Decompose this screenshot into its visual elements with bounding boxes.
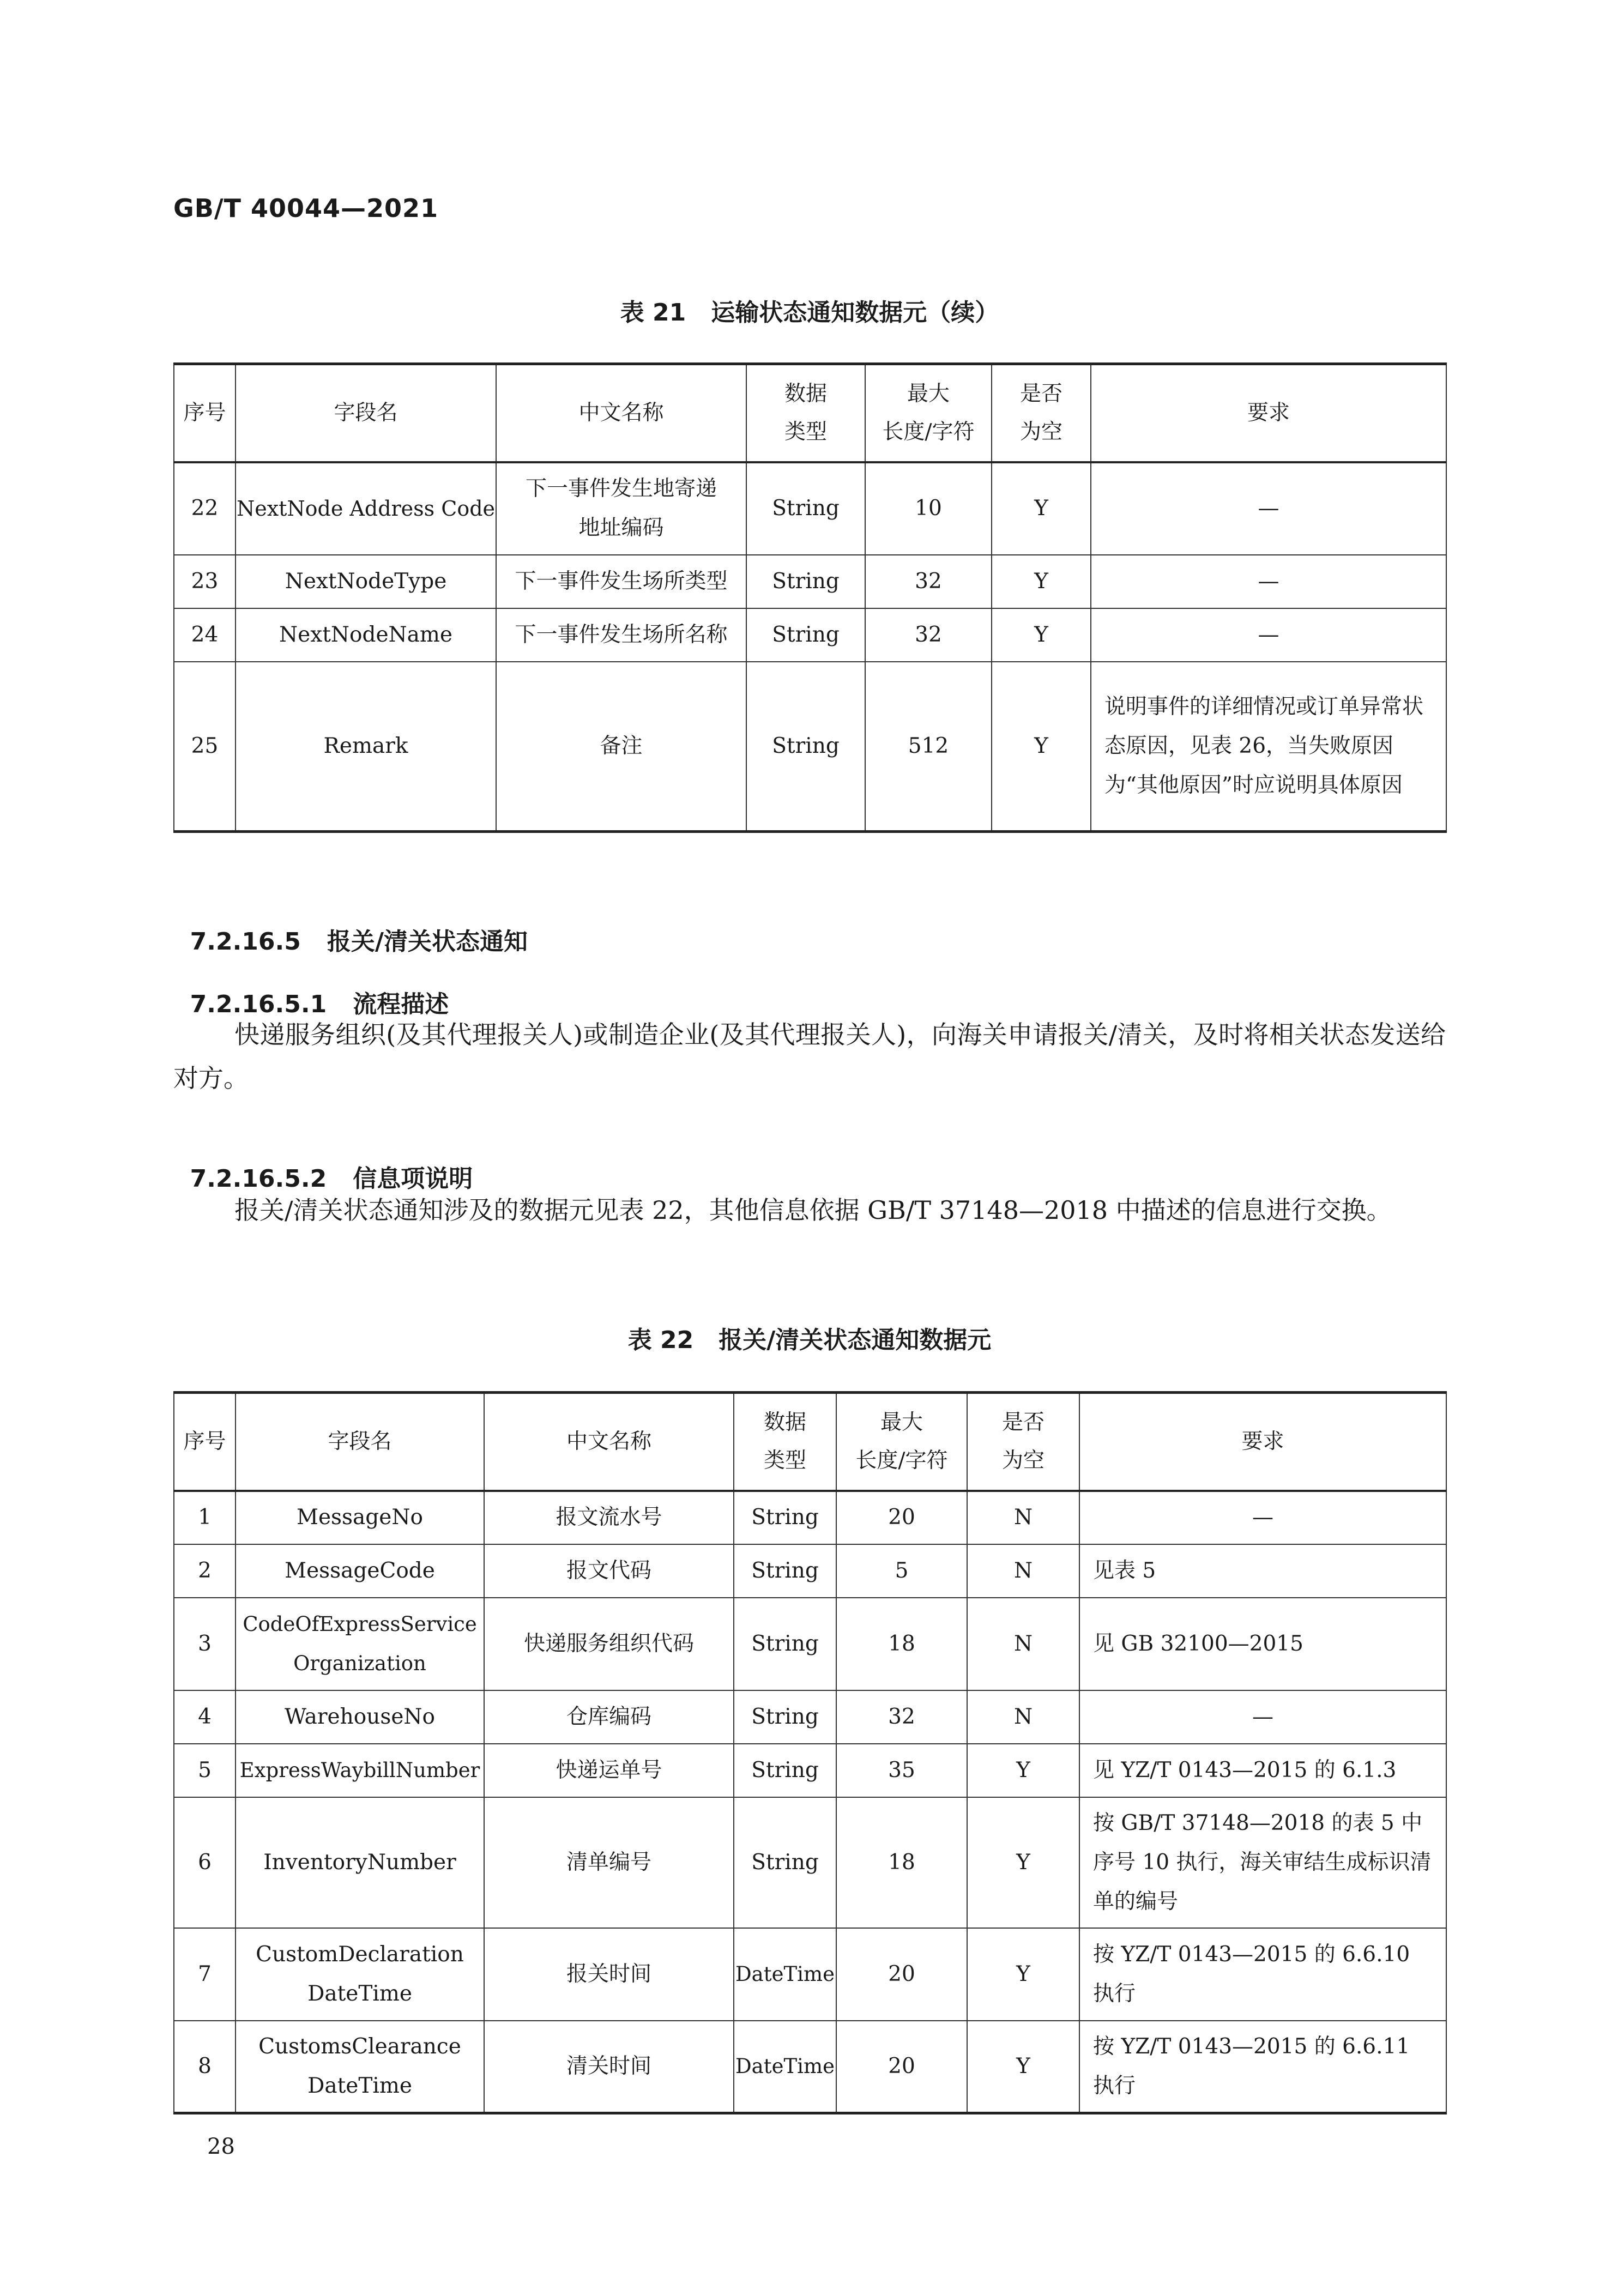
column-header: 数据 类型 bbox=[746, 364, 865, 462]
cell-type: String bbox=[734, 1797, 836, 1928]
section-title: 报关/清关状态通知 bbox=[327, 928, 528, 956]
cell-cn-name: 清关时间 bbox=[484, 2021, 734, 2113]
table-21 bbox=[173, 362, 1447, 833]
page-number: 28 bbox=[207, 2134, 235, 2159]
cell-cn-name: 下一事件发生地寄递 地址编码 bbox=[496, 462, 746, 555]
section-number: 7.2.16.5.1 bbox=[190, 990, 327, 1018]
cell-requirement: — bbox=[1091, 462, 1446, 555]
cell-maxlen: 20 bbox=[836, 2021, 967, 2113]
cell-cn-name: 报文流水号 bbox=[484, 1491, 734, 1544]
cell-maxlen: 18 bbox=[836, 1797, 967, 1928]
cell-type: DateTime bbox=[734, 2021, 836, 2113]
section-number: 7.2.16.5 bbox=[190, 928, 301, 956]
cell-nullable: Y bbox=[992, 555, 1091, 608]
cell-requirement: 见表 5 bbox=[1079, 1544, 1446, 1598]
table-22-header-row bbox=[174, 1393, 1446, 1491]
table-row bbox=[174, 1598, 1446, 1690]
cell-seq: 3 bbox=[174, 1598, 236, 1690]
cell-requirement: 按 YZ/T 0143—2015 的 6.6.10 执行 bbox=[1079, 1928, 1446, 2021]
column-header: 中文名称 bbox=[496, 364, 746, 462]
table-row bbox=[174, 462, 1446, 555]
column-header: 中文名称 bbox=[484, 1393, 734, 1491]
table-row bbox=[174, 1491, 1446, 1544]
cell-seq: 6 bbox=[174, 1797, 236, 1928]
cell-nullable: N bbox=[967, 1690, 1079, 1744]
cell-nullable: Y bbox=[992, 662, 1091, 832]
column-header: 要求 bbox=[1079, 1393, 1446, 1491]
cell-nullable: Y bbox=[967, 1928, 1079, 2021]
cell-seq: 1 bbox=[174, 1491, 236, 1544]
cell-field: InventoryNumber bbox=[236, 1797, 484, 1928]
cell-type: String bbox=[746, 662, 865, 832]
section-title: 信息项说明 bbox=[353, 1165, 473, 1193]
cell-field: NextNode Address Code bbox=[236, 462, 496, 555]
table-row bbox=[174, 1928, 1446, 2021]
cell-requirement: — bbox=[1079, 1690, 1446, 1744]
cell-field: MessageCode bbox=[236, 1544, 484, 1598]
section-7-2-16-5-1-heading bbox=[173, 957, 449, 1019]
section-7-2-16-5-1-body: 快递服务组织(及其代理报关人)或制造企业(及其代理报关人)，向海关申请报关/清关，及时将相关状态发送给对方。 bbox=[173, 1020, 1446, 1093]
cell-nullable: Y bbox=[967, 2021, 1079, 2113]
cell-field: CustomsClearance DateTime bbox=[236, 2021, 484, 2113]
cell-seq: 2 bbox=[174, 1544, 236, 1598]
cell-nullable: Y bbox=[967, 1744, 1079, 1797]
cell-nullable: Y bbox=[992, 462, 1091, 555]
section-7-2-16-5-heading bbox=[173, 894, 528, 957]
cell-seq: 23 bbox=[174, 555, 236, 608]
cell-seq: 25 bbox=[174, 662, 236, 832]
column-header: 数据 类型 bbox=[734, 1393, 836, 1491]
cell-nullable: N bbox=[967, 1544, 1079, 1598]
cell-requirement: 见 GB 32100—2015 bbox=[1079, 1598, 1446, 1690]
cell-nullable: Y bbox=[967, 1797, 1079, 1928]
cell-cn-name: 下一事件发生场所名称 bbox=[496, 608, 746, 662]
cell-nullable: N bbox=[967, 1598, 1079, 1690]
cell-type: String bbox=[734, 1744, 836, 1797]
table-row bbox=[174, 1544, 1446, 1598]
cell-cn-name: 清单编号 bbox=[484, 1797, 734, 1928]
cell-type: String bbox=[746, 555, 865, 608]
cell-cn-name: 仓库编码 bbox=[484, 1690, 734, 1744]
section-7-2-16-5-2-body: 报关/清关状态通知涉及的数据元见表 22，其他信息依据 GB/T 37148—2018 中描述的信息进行交换。 bbox=[234, 1195, 1392, 1225]
cell-cn-name: 下一事件发生场所类型 bbox=[496, 555, 746, 608]
cell-cn-name: 快递服务组织代码 bbox=[484, 1598, 734, 1690]
table-row bbox=[174, 1744, 1446, 1797]
cell-type: String bbox=[734, 1544, 836, 1598]
cell-requirement: — bbox=[1091, 555, 1446, 608]
table-row bbox=[174, 662, 1446, 832]
column-header: 字段名 bbox=[236, 1393, 484, 1491]
cell-requirement: 按 GB/T 37148—2018 的表 5 中序号 10 执行，海关审结生成标识清单的编号 bbox=[1079, 1797, 1446, 1928]
table-row bbox=[174, 2021, 1446, 2113]
cell-type: String bbox=[746, 462, 865, 555]
column-header: 序号 bbox=[174, 364, 236, 462]
cell-cn-name: 报文代码 bbox=[484, 1544, 734, 1598]
cell-requirement: — bbox=[1091, 608, 1446, 662]
cell-maxlen: 10 bbox=[865, 462, 992, 555]
column-header: 字段名 bbox=[236, 364, 496, 462]
cell-cn-name: 备注 bbox=[496, 662, 746, 832]
cell-maxlen: 20 bbox=[836, 1928, 967, 2021]
cell-maxlen: 512 bbox=[865, 662, 992, 832]
cell-type: DateTime bbox=[734, 1928, 836, 2021]
cell-requirement: 按 YZ/T 0143—2015 的 6.6.11 执行 bbox=[1079, 2021, 1446, 2113]
cell-maxlen: 5 bbox=[836, 1544, 967, 1598]
cell-maxlen: 32 bbox=[865, 608, 992, 662]
table-21-header-row bbox=[174, 364, 1446, 462]
cell-field: NextNodeName bbox=[236, 608, 496, 662]
cell-seq: 7 bbox=[174, 1928, 236, 2021]
cell-type: String bbox=[746, 608, 865, 662]
cell-cn-name: 报关时间 bbox=[484, 1928, 734, 2021]
cell-cn-name: 快递运单号 bbox=[484, 1744, 734, 1797]
column-header: 是否 为空 bbox=[967, 1393, 1079, 1491]
cell-maxlen: 32 bbox=[865, 555, 992, 608]
cell-type: String bbox=[734, 1491, 836, 1544]
table-row bbox=[174, 608, 1446, 662]
section-7-2-16-5-2-heading bbox=[173, 1131, 473, 1194]
cell-field: ExpressWaybillNumber bbox=[236, 1744, 484, 1797]
cell-seq: 5 bbox=[174, 1744, 236, 1797]
section-number: 7.2.16.5.2 bbox=[190, 1165, 327, 1193]
cell-maxlen: 18 bbox=[836, 1598, 967, 1690]
table-22-caption: 表 22 报关/清关状态通知数据元 bbox=[627, 1326, 992, 1354]
cell-field: Remark bbox=[236, 662, 496, 832]
cell-nullable: N bbox=[967, 1491, 1079, 1544]
cell-field: WarehouseNo bbox=[236, 1690, 484, 1744]
cell-field: CustomDeclaration DateTime bbox=[236, 1928, 484, 2021]
cell-field: MessageNo bbox=[236, 1491, 484, 1544]
table-row bbox=[174, 1690, 1446, 1744]
cell-type: String bbox=[734, 1598, 836, 1690]
section-title: 流程描述 bbox=[353, 990, 449, 1018]
cell-seq: 8 bbox=[174, 2021, 236, 2113]
column-header: 是否 为空 bbox=[992, 364, 1091, 462]
cell-field: NextNodeType bbox=[236, 555, 496, 608]
cell-maxlen: 20 bbox=[836, 1491, 967, 1544]
cell-type: String bbox=[734, 1690, 836, 1744]
cell-seq: 4 bbox=[174, 1690, 236, 1744]
cell-field: CodeOfExpressService Organization bbox=[236, 1598, 484, 1690]
column-header: 最大 长度/字符 bbox=[865, 364, 992, 462]
cell-maxlen: 35 bbox=[836, 1744, 967, 1797]
standard-number-header: GB/T 40044—2021 bbox=[173, 194, 439, 223]
column-header: 最大 长度/字符 bbox=[836, 1393, 967, 1491]
column-header: 序号 bbox=[174, 1393, 236, 1491]
cell-seq: 22 bbox=[174, 462, 236, 555]
cell-seq: 24 bbox=[174, 608, 236, 662]
cell-nullable: Y bbox=[992, 608, 1091, 662]
table-21-caption: 表 21 运输状态通知数据元（续） bbox=[620, 299, 999, 327]
cell-requirement: 见 YZ/T 0143—2015 的 6.1.3 bbox=[1079, 1744, 1446, 1797]
table-22 bbox=[173, 1391, 1447, 2114]
table-row bbox=[174, 1797, 1446, 1928]
cell-maxlen: 32 bbox=[836, 1690, 967, 1744]
column-header: 要求 bbox=[1091, 364, 1446, 462]
table-row bbox=[174, 555, 1446, 608]
cell-requirement: — bbox=[1079, 1491, 1446, 1544]
cell-requirement: 说明事件的详细情况或订单异常状态原因，见表 26，当失败原因为“其他原因”时应说明具体原因 bbox=[1091, 662, 1446, 832]
